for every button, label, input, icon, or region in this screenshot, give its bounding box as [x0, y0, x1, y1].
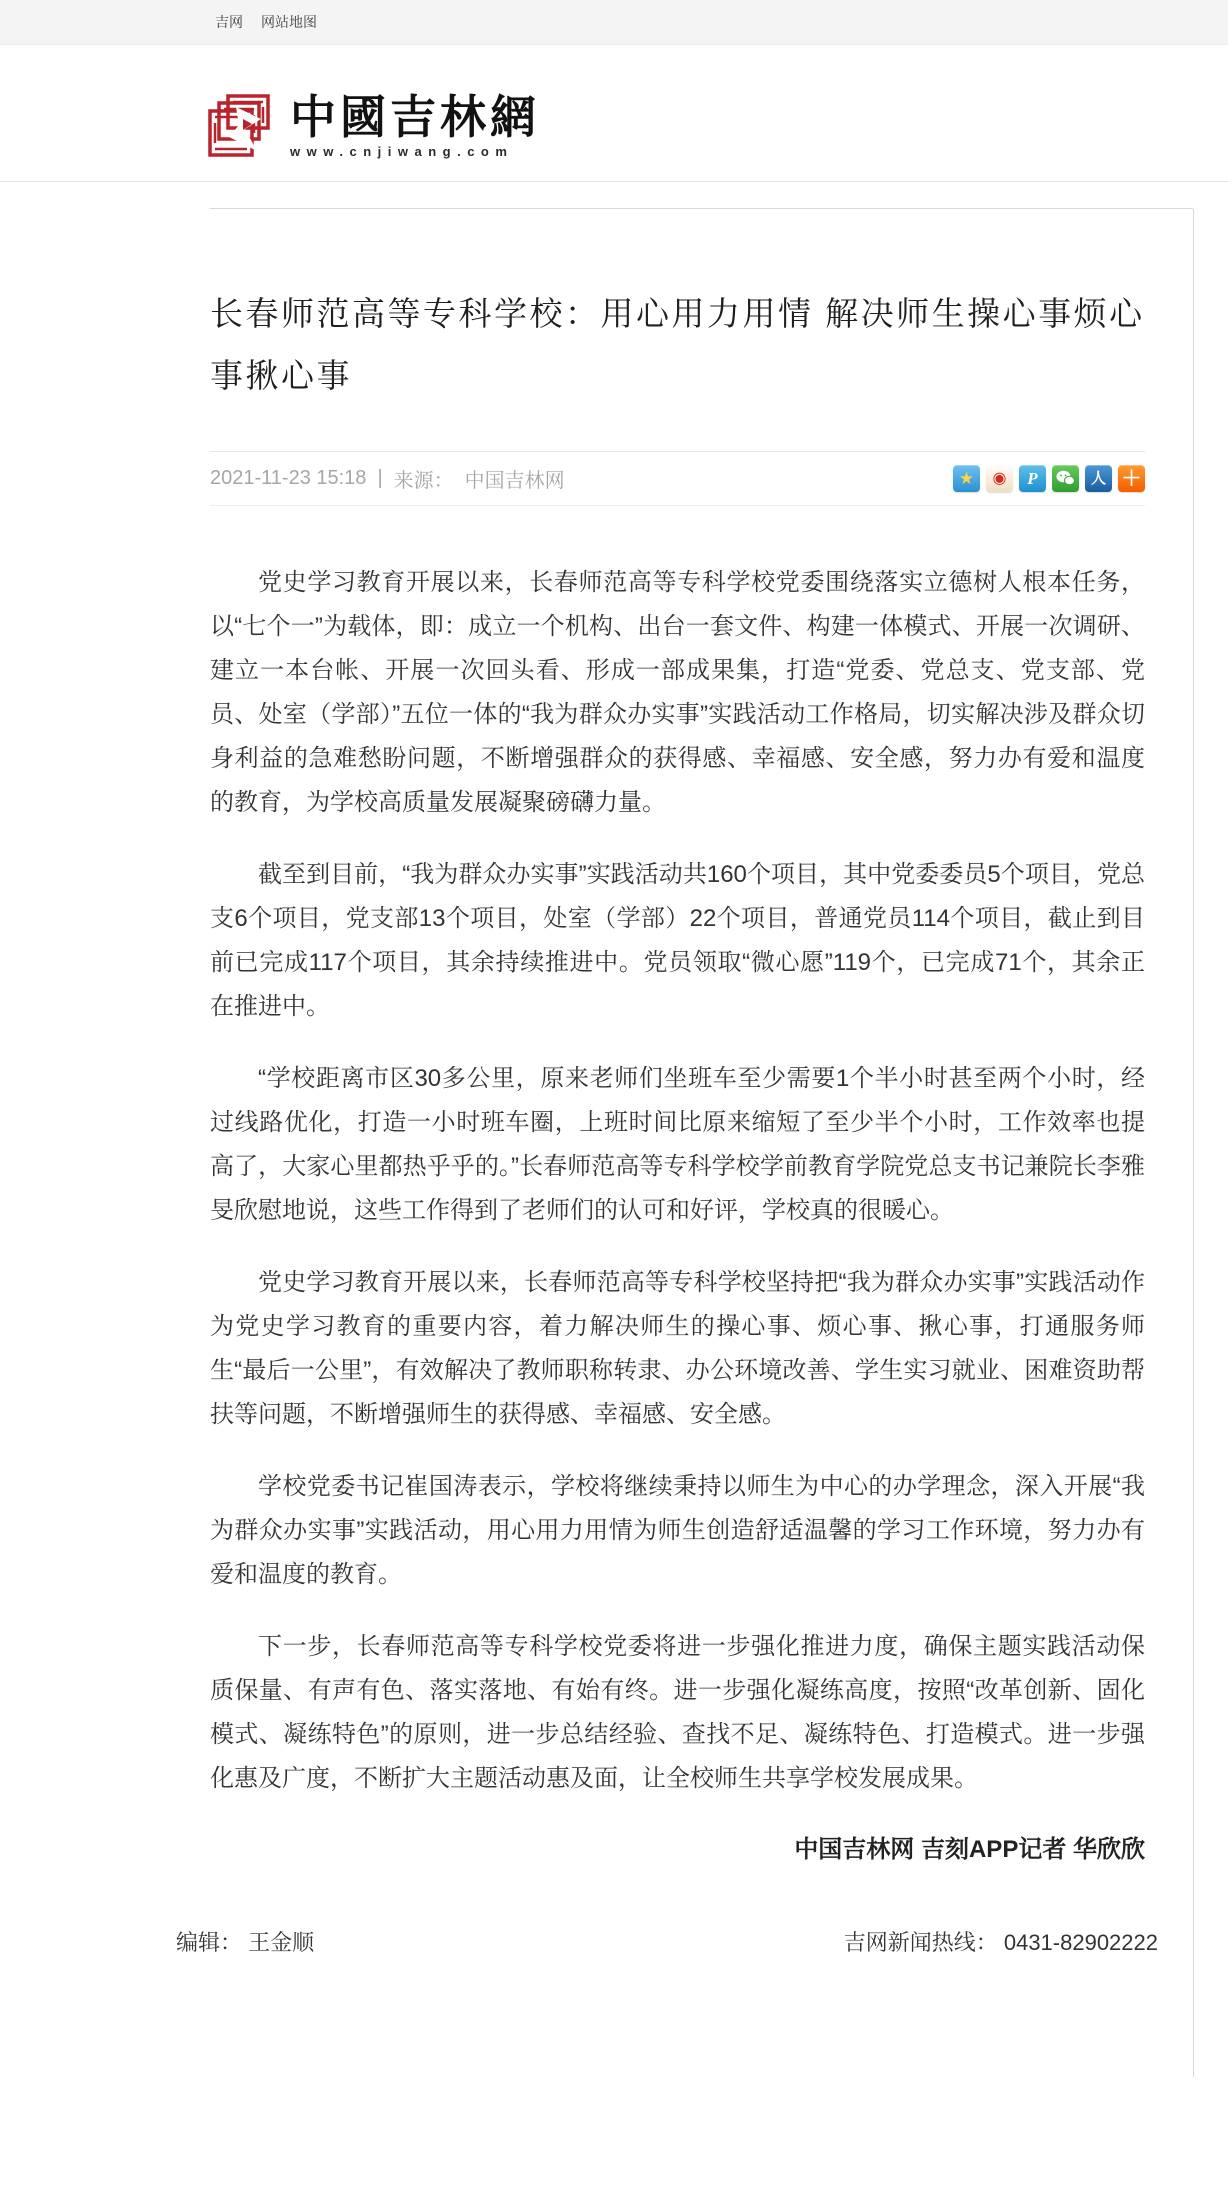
- top-link-jiwang[interactable]: 吉网: [215, 14, 243, 30]
- renren-share-icon[interactable]: 人: [1085, 465, 1112, 492]
- qzone-share-icon[interactable]: ★: [953, 465, 980, 492]
- logo-title: 中國吉林網: [290, 90, 540, 144]
- article-body: [210, 561, 1145, 1801]
- article-paragraph: “学校距离市区30多公里，原来老师们坐班车至少需要1个半小时甚至两个小时，经过线路优化，打造一小时班车圈，上班时间比原来缩短了至少半个小时，工作效率也提高了，大家心里都热乎乎的。”长春师范高等专科学校学前教育学院党总支书记兼院长李雅旻欣慰地说，这些工作得到了老师们的认可和好评，学校真的很暖心。: [210, 1065, 1145, 1224]
- reporter-byline: 中国吉林网 吉刻APP记者 华欣欣: [794, 1836, 1145, 1863]
- article-container: [210, 208, 1193, 1864]
- editor-info: [176, 1926, 314, 1957]
- content-right-divider: [1193, 209, 1194, 2077]
- logo-url-text: www.cnjiwang.com: [290, 144, 514, 160]
- editor-name: 王金顺: [248, 1930, 315, 1955]
- article-meta-row: [210, 451, 1145, 506]
- article-paragraph: 学校党委书记崔国涛表示，学校将继续秉持以师生为中心的办学理念，深入开展“我为群众办实事”实践活动，用心用力用情为师生创造舒适温馨的学习工作环境，努力办有爱和温度的教育。: [210, 1473, 1145, 1588]
- more-share-icon[interactable]: ＋: [1118, 465, 1145, 492]
- hotline-info: [844, 1926, 1158, 1957]
- top-link-sitemap[interactable]: 网站地图: [261, 14, 317, 30]
- article-paragraph: 党史学习教育开展以来，长春师范高等专科学校坚持把“我为群众办实事”实践活动作为党史学习教育的重要内容，着力解决师生的操心事、烦心事、揪心事，打通服务师生“最后一公里”，有效解决了教师职称转隶、办公环境改善、学生实习就业、困难资助帮扶等问题，不断增强师生的获得感、幸福感、安全感。: [210, 1269, 1145, 1428]
- article-paragraph: 截至到目前，“我为群众办实事”实践活动共160个项目，其中党委委员5个项目，党总支6个项目，党支部13个项目，处室（学部）22个项目，普通党员114个项目，截止到目前已完成117个项目，其余持续推进中。党员领取“微心愿”119个，已完成71个，其余正在推进中。: [210, 861, 1145, 1020]
- article-paragraph: 下一步，长春师范高等专科学校党委将进一步强化推进力度，确保主题实践活动保质保量、有声有色、落实落地、有始有终。进一步强化凝练高度，按照“改革创新、固化模式、凝练特色”的原则，进一步总结经验、查找不足、凝练特色、打造模式。进一步强化惠及广度，不断扩大主题活动惠及面，让全校师生共享学校发展成果。: [210, 1633, 1145, 1792]
- site-logo[interactable]: [205, 90, 540, 163]
- weibo-share-icon[interactable]: ◉: [986, 465, 1013, 492]
- tencent-friend-share-icon[interactable]: P: [1019, 465, 1046, 492]
- hotline-number: 0431-82902222: [1003, 1930, 1158, 1955]
- article-title: 长春师范高等专科学校：用心用力用情 解决师生操心事烦心事揪心事: [210, 295, 1145, 394]
- article-footer: [176, 1926, 1158, 1957]
- wechat-share-icon[interactable]: [1052, 465, 1079, 492]
- editor-label: 编辑：: [176, 1930, 243, 1955]
- article-paragraph: 党史学习教育开展以来，长春师范高等专科学校党委围绕落实立德树人根本任务，以“七个一”为载体，即：成立一个机构、出台一套文件、构建一体模式、开展一次调研、建立一本台帐、开展一次回头看、形成一部成果集，打造“党委、党总支、党支部、党员、处室（学部）”五位一体的“我为群众办实事”实践活动工作格局，切实解决涉及群众切身利益的急难愁盼问题，不断增强群众的获得感、幸福感、安全感，努力办有爱和温度的教育，为学校高质量发展凝聚磅礴力量。: [210, 569, 1145, 816]
- jilin-logo-icon: [205, 93, 281, 163]
- article-meta: [210, 464, 565, 493]
- site-header: [0, 45, 1228, 181]
- share-toolbar: [953, 465, 1145, 492]
- source-name: 中国吉林网: [464, 470, 565, 492]
- logo-text-block: [290, 90, 540, 160]
- top-nav-bar: [0, 0, 1228, 45]
- meta-divider: |: [377, 467, 383, 489]
- header-divider: [0, 181, 1228, 182]
- hotline-label: 吉网新闻热线：: [843, 1930, 998, 1955]
- source-label: 来源：: [393, 470, 454, 492]
- publish-datetime: 2021-11-23 15:18: [210, 467, 367, 489]
